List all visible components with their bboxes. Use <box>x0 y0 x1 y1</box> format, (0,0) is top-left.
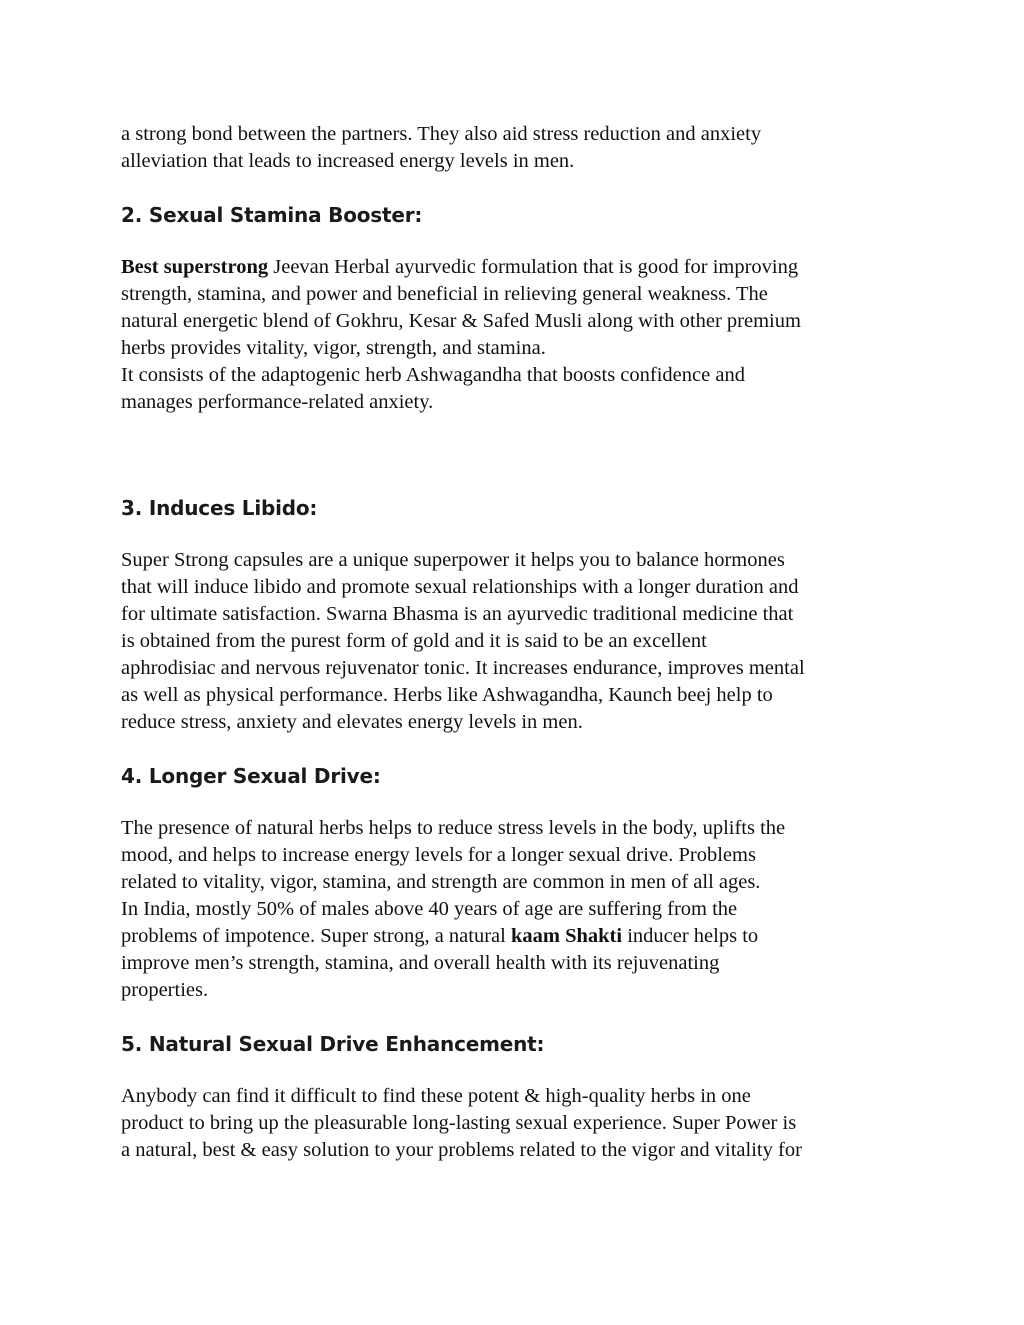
section-paragraph-drive <box>121 815 911 1004</box>
section-paragraph-stamina <box>121 254 911 416</box>
document-content <box>121 121 911 1164</box>
section-heading-enhancement: 5. Natural Sexual Drive Enhancement: <box>121 1032 545 1056</box>
paragraph-text: Jeevan Herbal ayurvedic formulation that is good for improving strength, stamina, and power and beneficial in relieving general weakness. The natural energetic blend of Gokhru, Kesar & Safed Musli along with other premium herbs provides vitality, vigor, strength, and stamina. It consists of the adaptogenic herb Ashwagandha that boosts confidence and manages performance-related anxiety. <box>121 256 801 413</box>
intro-paragraph: a strong bond between the partners. They also aid stress reduction and anxiety alleviation that leads to increased energy levels in men. <box>121 123 762 172</box>
section-paragraph-enhancement: Anybody can find it difficult to find these potent & high-quality herbs in one product to bring up the pleasurable long-lasting sexual experience. Super Power is a natural, best & easy solution to your problems related to the vigor and vitality for <box>121 1085 802 1161</box>
paragraph-text: The presence of natural herbs helps to reduce stress levels in the body, uplifts the mood, and helps to increase energy levels for a longer sexual drive. Problems related to vitality, vigor, stamina, and strength are common in men of all ages. In India, mostly 50% of males above 40 years of age are suffering from the problems of impotence. Super strong, a natural <box>121 817 786 947</box>
paragraph-text: inducer helps to improve men’s strength, stamina, and overall health with its rejuvenating properties. <box>121 925 759 1001</box>
bold-lead-text: Best superstrong <box>121 256 269 278</box>
bold-inline-text: kaam Shakti <box>510 925 623 947</box>
section-heading-drive: 4. Longer Sexual Drive: <box>121 764 381 788</box>
section-paragraph-libido: Super Strong capsules are a unique superpower it helps you to balance hormones that will induce libido and promote sexual relationships with a longer duration and for ultimate satisfaction. Swarna Bhasma is an ayurvedic traditional medicine that is obtained from the purest form of gold and it is said to be an excellent aphrodisiac and nervous rejuvenator tonic. It increases endurance, improves mental as well as physical performance. Herbs like Ashwagandha, Kaunch beej help to reduce stress, anxiety and elevates energy levels in men. <box>121 549 805 733</box>
section-heading-libido: 3. Induces Libido: <box>121 496 318 520</box>
section-heading-stamina: 2. Sexual Stamina Booster: <box>121 203 423 227</box>
